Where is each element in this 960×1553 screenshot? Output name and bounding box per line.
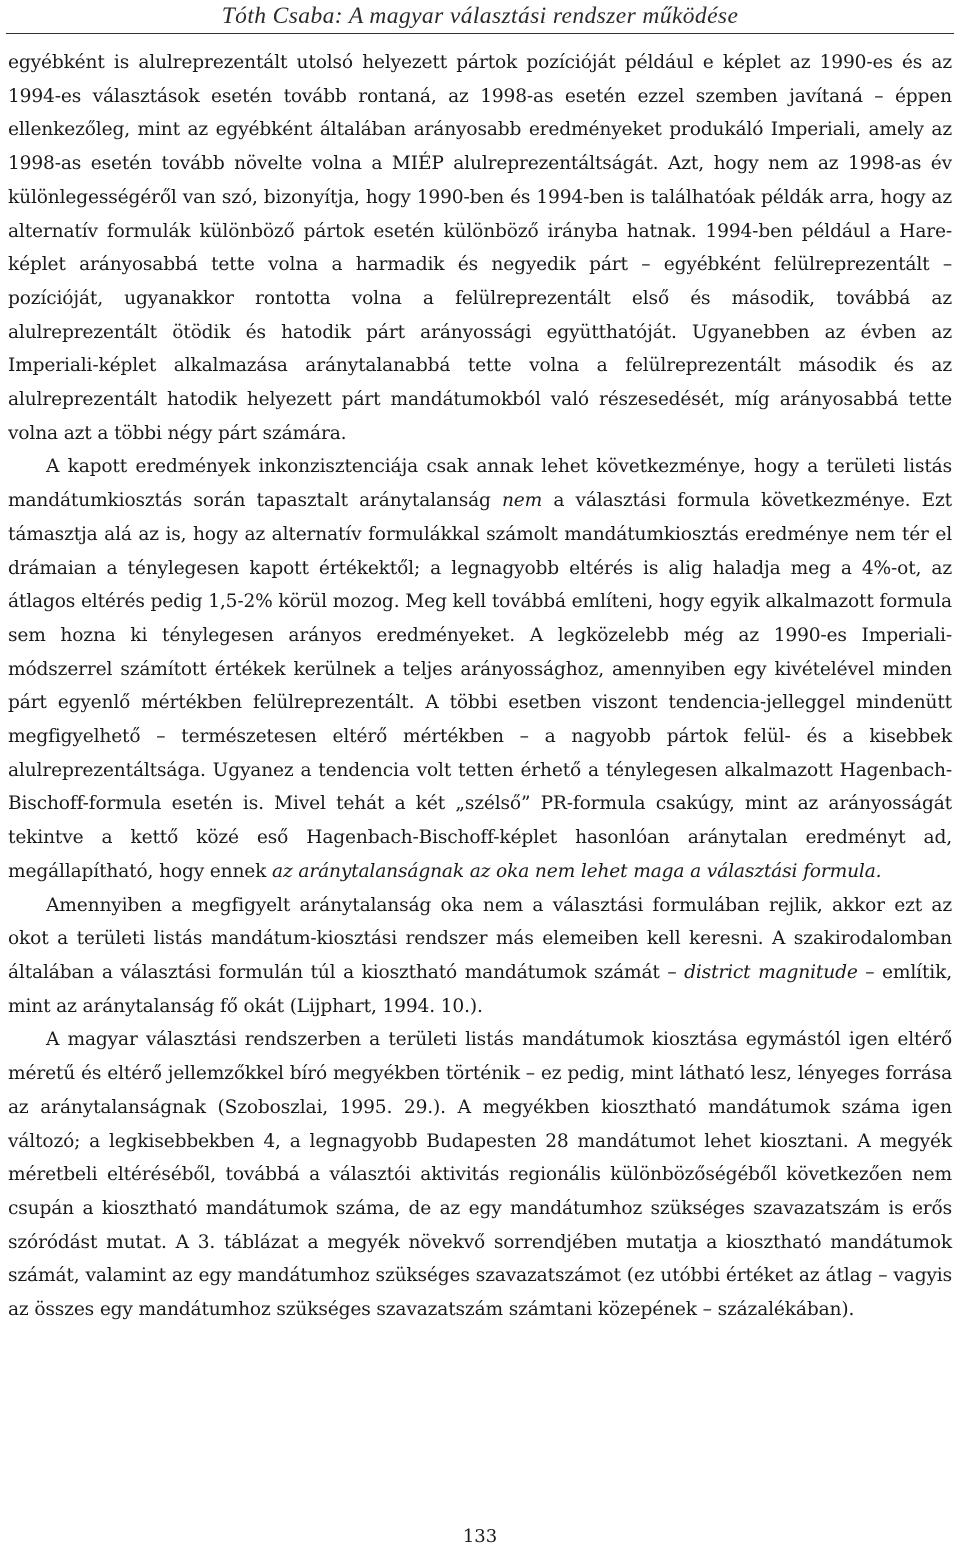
paragraph-3-emphasis-term: district magnitude [684,961,858,983]
paragraph-1 [8,46,952,450]
paragraph-3 [8,889,952,1024]
paragraph-2-text-b: a választási formula következménye. Ezt támasztja alá az is, hogy az alternatív formulákkal számolt mandátumkiosztás eredménye nem tér el drámaian a ténylegesen kapott értékektől; a legnagyobb eltérés is alig haladja meg a 4%-ot, az átlagos eltérés pedig 1,5-2% körül mozog. Meg kell továbbá említeni, hogy egyik alkalmazott formula sem hozna ki ténylegesen arányos eredményeket. A legközelebb még az 1990-es Imperiali-módszerrel számított értékek kerülnek a teljes arányossághoz, amennyiben egy kivételével minden párt egyenlő mértékben felülreprezentált. A többi esetben viszont tendencia-jelleggel mindenütt megfigyelhető – természetesen eltérő mértékben – a nagyobb pártok felül- és a kisebbek alulreprezentáltsága. Ugyanez a tendencia volt tetten érhető a ténylegesen alkalmazott Hagenbach-Bischoff-formula esetén is. Mivel tehát a két „szélső” PR-formula csakúgy, mint az arányosságát tekintve a kettő közé eső Hagenbach-Bischoff-képlet hasonlóan aránytalan eredményt ad, megállapítható, hogy ennek [8,490,952,882]
paragraph-3-text-b: – említik, mint az aránytalanság fő okát (Lijphart, 1994. 10.). [8,961,952,1017]
header-rule [6,33,954,34]
paragraph-1-text: egyébként is alulreprezentált utolsó helyezett pártok pozícióját például e képlet az 1990-es és az 1994-es választások esetén tovább rontaná, az 1998-as esetén ezzel szemben javítaná – éppen ellenkezőleg, mint az egyébként általában arányosabb eredményeket produkáló Imperiali, amely az 1998-as esetén tovább növelte volna a MIÉP alulreprezentáltságát. Azt, hogy nem az 1998-as év különlegességéről van szó, bizonyítja, hogy 1990-ben és 1994-ben is találhatóak példák arra, hogy az alternatív formulák különböző pártok esetén különböző irányba hatnak. 1994-ben például a Hare-képlet arányosabbá tette volna a harmadik és negyedik párt – egyébként felülreprezentált – pozícióját, ugyanakkor rontotta volna a felülreprezentált első és második, továbbá az alulreprezentált ötödik és hatodik párt arányossági együtthatóját. Ugyanebben az évben az Imperiali-képlet alkalmazása aránytalanabbá tette volna a felülreprezentált második és az alulreprezentált hatodik helyezett párt mandátumokból való részesedését, míg arányosabbá tette volna azt a többi négy párt számára. [8,52,952,444]
paragraph-2-emphasis-nem: nem [501,490,543,512]
paragraph-2-emphasis-conclusion: az aránytalanságnak az oka nem lehet maga a választási formula. [272,860,882,882]
running-title: Tóth Csaba: A magyar választási rendszer működése [221,3,739,29]
page-number-value: 133 [462,1526,498,1547]
running-header [0,3,960,30]
page-number [0,1526,960,1547]
paragraph-2 [8,450,952,888]
body-text [8,46,952,1327]
paragraph-4-text: A magyar választási rendszerben a területi listás mandátumok kiosztása egymástól igen eltérő méretű és eltérő jellemzőkkel bíró megyékben történik – ez pedig, mint látható lesz, lényeges forrása az aránytalanságnak (Szoboszlai, 1995. 29.). A megyékben kiosztható mandátumok száma igen változó; a legkisebbekben 4, a legnagyobb Budapesten 28 mandátumot lehet kiosztani. A megyék méretbeli eltéréséből, továbbá a választói aktivitás regionális különbözőségéből következően nem csupán a kiosztható mandátumok száma, de az egy mandátumhoz szükséges szavazatszám is erős szóródást mutat. A 3. táblázat a megyék növekvő sorrendjében mutatja a kiosztható mandátumok számát, valamint az egy mandátumhoz szükséges szavazatszámot (ez utóbbi értéket az átlag – vagyis az összes egy mandátumhoz szükséges szavazatszám számtani közepének – százalékában). [8,1029,952,1321]
paragraph-4 [8,1023,952,1326]
paragraph-3-text-a: Amennyiben a megfigyelt aránytalanság oka nem a választási formulában rejlik, akkor ezt az okot a területi listás mandátum-kiosztási rendszer más elemeiben kell keresni. A szakirodalomban általában a választási formulán túl a kiosztható mandátumok számát – [8,894,952,983]
paragraph-2-text-a: A kapott eredmények inkonzisztenciája csak annak lehet következménye, hogy a területi listás mandátumkiosztás során tapasztalt aránytalanság [8,456,952,512]
